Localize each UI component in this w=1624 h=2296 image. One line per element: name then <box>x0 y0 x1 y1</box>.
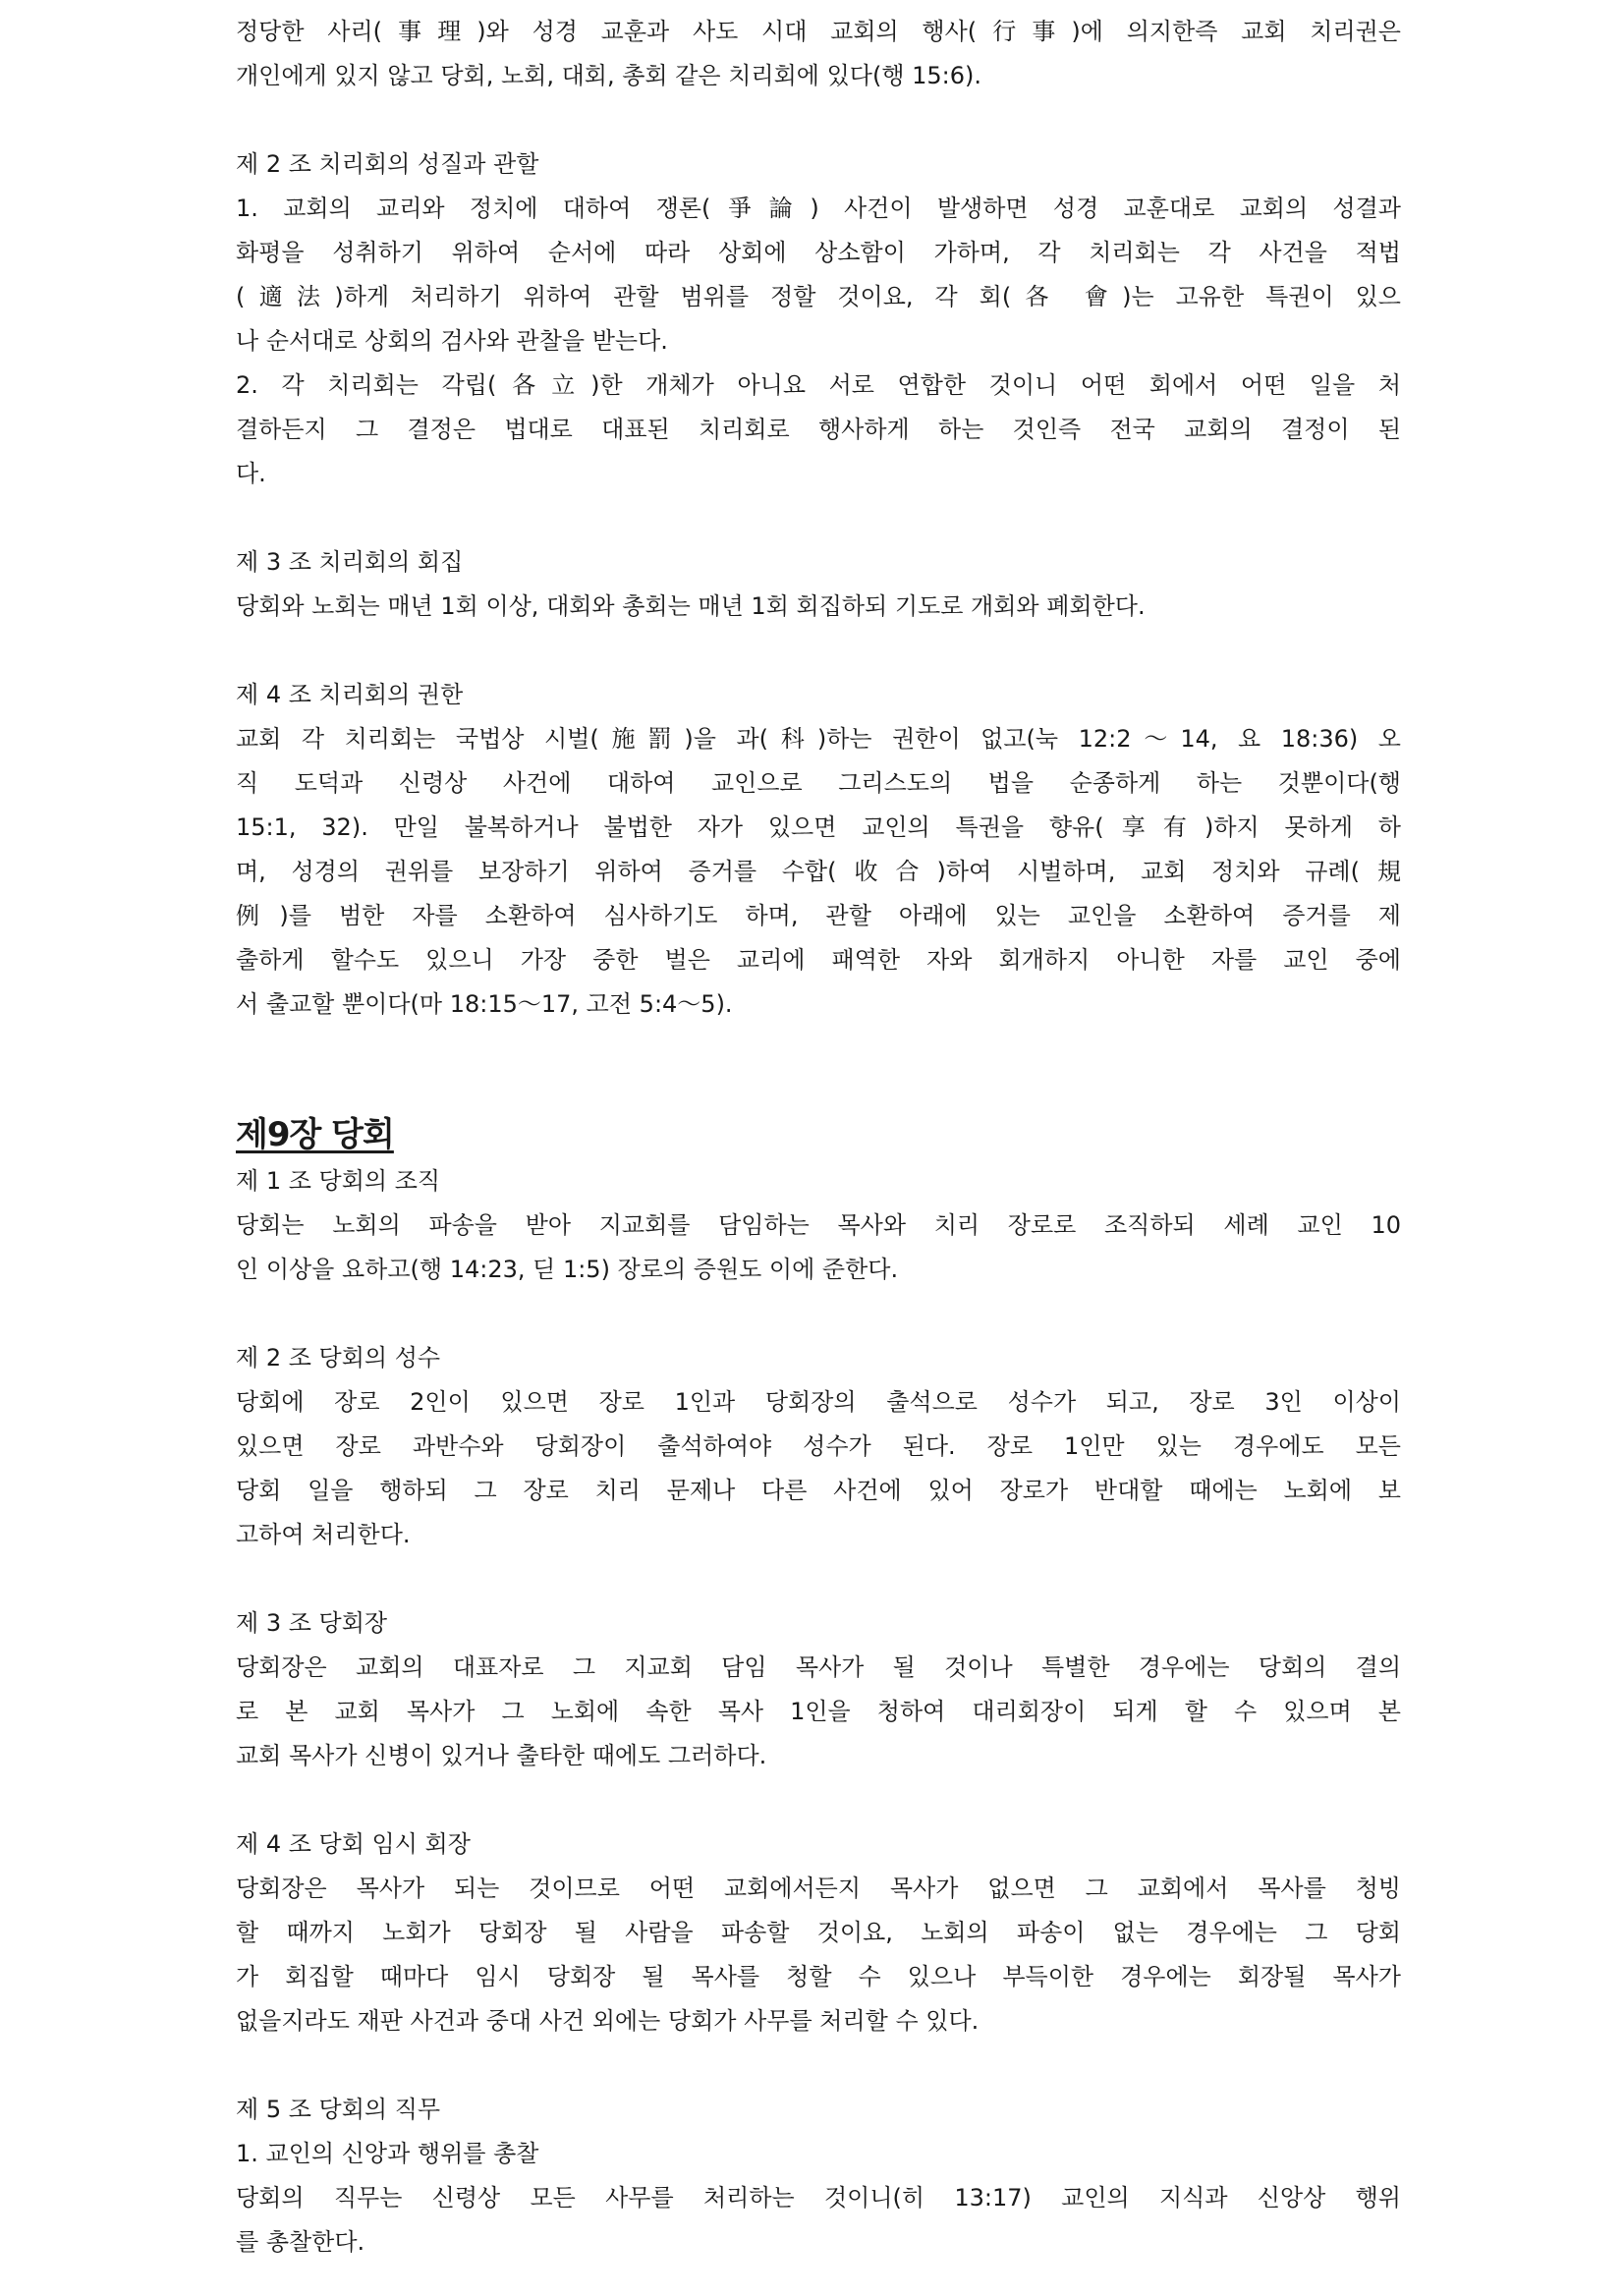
paragraph-line: 당회의 직무는 신령상 모든 사무를 처리하는 것이니(히 13:17) 교인의 지식과 신앙상 행위 <box>236 2184 1401 2212</box>
paragraph-line: 당회 일을 행하되 그 장로 치리 문제나 다른 사건에 있어 장로가 반대할 때에는 노회에 보 <box>236 1477 1401 1504</box>
paragraph-line: 인 이상을 요하고(행 14:23, 딛 1:5) 장로의 증원도 이에 준한다. <box>236 1256 899 1283</box>
paragraph-line: 15:1, 32). 만일 불복하거나 불법한 자가 있으면 교인의 특권을 향유(享有)하지 못하게 하 <box>236 813 1401 841</box>
article-heading: 제 5 조 당회의 직무 <box>236 2096 441 2123</box>
paragraph-line: 서 출교할 뿐이다(마 18:15～17, 고전 5:4～5). <box>236 990 733 1018</box>
paragraph-line: 없을지라도 재판 사건과 중대 사건 외에는 당회가 사무를 처리할 수 있다. <box>236 2007 980 2035</box>
paragraph-line: 당회와 노회는 매년 1회 이상, 대회와 총회는 매년 1회 회집하되 기도로 개회와 폐회한다. <box>236 592 1146 620</box>
paragraph-line: 당회장은 교회의 대표자로 그 지교회 담임 목사가 될 것이나 특별한 경우에는 당회의 결의 <box>236 1653 1401 1681</box>
article-heading: 제 4 조 치리회의 권한 <box>236 681 464 708</box>
paragraph-line: 교회 각 치리회는 국법상 시벌(施罰)을 과(科)하는 권한이 없고(눅 12:2～14, 요 18:36) 오 <box>236 725 1401 753</box>
paragraph-line: 가 회집할 때마다 임시 당회장 될 목사를 청할 수 있으나 부득이한 경우에는 회장될 목사가 <box>236 1963 1401 1990</box>
paragraph-line: 당회는 노회의 파송을 받아 지교회를 담임하는 목사와 치리 장로로 조직하되 세례 교인 10 <box>236 1211 1401 1239</box>
section-subheading: 1. 교인의 신앙과 행위를 총찰 <box>236 2140 539 2167</box>
document-page <box>236 10 1401 2265</box>
paragraph-line: 직 도덕과 신령상 사건에 대하여 교인으로 그리스도의 법을 순종하게 하는 것뿐이다(행 <box>236 769 1401 797</box>
article-heading: 제 4 조 당회 임시 회장 <box>236 1830 471 1858</box>
blank-line <box>236 496 1401 540</box>
paragraph-line: (適法)하게 처리하기 위하여 관할 범위를 정할 것이요, 각 회(各 會)는 고유한 특권이 있으 <box>236 283 1401 310</box>
blank-line <box>236 1027 1401 1071</box>
blank-line <box>236 98 1401 142</box>
blank-line <box>236 2044 1401 2088</box>
chapter-title: 제9장 당회 <box>236 1115 394 1154</box>
paragraph-line: 당회에 장로 2인이 있으면 장로 1인과 당회장의 출석으로 성수가 되고, 장로 3인 이상이 <box>236 1388 1401 1416</box>
paragraph-line: 할 때까지 노회가 당회장 될 사람을 파송할 것이요, 노회의 파송이 없는 경우에는 그 당회 <box>236 1919 1401 1946</box>
article-heading: 제 3 조 치리회의 회집 <box>236 548 464 576</box>
paragraph-line: 고하여 처리한다. <box>236 1521 411 1548</box>
paragraph-line: 를 총찰한다. <box>236 2228 365 2256</box>
paragraph-line: 당회장은 목사가 되는 것이므로 어떤 교회에서든지 목사가 없으면 그 교회에서 목사를 청빙 <box>236 1875 1401 1902</box>
paragraph-line: 있으면 장로 과반수와 당회장이 출석하여야 성수가 된다. 장로 1인만 있는 경우에도 모든 <box>236 1432 1401 1460</box>
paragraph-line: 2. 각 치리회는 각립(各立)한 개체가 아니요 서로 연합한 것이니 어떤 회에서 어떤 일을 처 <box>236 371 1401 399</box>
blank-line <box>236 1292 1401 1336</box>
article-heading: 제 1 조 당회의 조직 <box>236 1167 441 1195</box>
paragraph-line: 例)를 범한 자를 소환하여 심사하기도 하며, 관할 아래에 있는 교인을 소환하여 증거를 제 <box>236 902 1401 929</box>
article-heading: 제 2 조 치리회의 성질과 관할 <box>236 150 539 178</box>
paragraph-line: 화평을 성취하기 위하여 순서에 따라 상회에 상소함이 가하며, 각 치리회는 각 사건을 적법 <box>236 239 1401 266</box>
paragraph-line: 나 순서대로 상회의 검사와 관찰을 받는다. <box>236 327 668 355</box>
paragraph-line: 1. 교회의 교리와 정치에 대하여 쟁론(爭論) 사건이 발생하면 성경 교훈대로 교회의 성결과 <box>236 195 1401 222</box>
article-heading: 제 3 조 당회장 <box>236 1609 388 1637</box>
blank-line <box>236 1778 1401 1822</box>
blank-line <box>236 629 1401 673</box>
paragraph-line: 출하게 할수도 있으니 가장 중한 벌은 교리에 패역한 자와 회개하지 아니한 자를 교인 중에 <box>236 946 1401 974</box>
paragraph-line: 정당한 사리(事理)와 성경 교훈과 사도 시대 교회의 행사(行事)에 의지한즉 교회 치리권은 <box>236 18 1401 45</box>
blank-line <box>236 1557 1401 1601</box>
paragraph-line: 교회 목사가 신병이 있거나 출타한 때에도 그러하다. <box>236 1742 767 1769</box>
paragraph-line: 개인에게 있지 않고 당회, 노회, 대회, 총회 같은 치리회에 있다(행 15:6). <box>236 62 982 89</box>
paragraph-line: 며, 성경의 권위를 보장하기 위하여 증거를 수합(收合)하여 시벌하며, 교회 정치와 규례(規 <box>236 858 1401 885</box>
paragraph-line: 다. <box>236 460 266 487</box>
paragraph-line: 로 본 교회 목사가 그 노회에 속한 목사 1인을 청하여 대리회장이 되게 할 수 있으며 본 <box>236 1698 1401 1725</box>
paragraph-line: 결하든지 그 결정은 법대로 대표된 치리회로 행사하게 하는 것인즉 전국 교회의 결정이 된 <box>236 416 1401 443</box>
article-heading: 제 2 조 당회의 성수 <box>236 1344 441 1372</box>
